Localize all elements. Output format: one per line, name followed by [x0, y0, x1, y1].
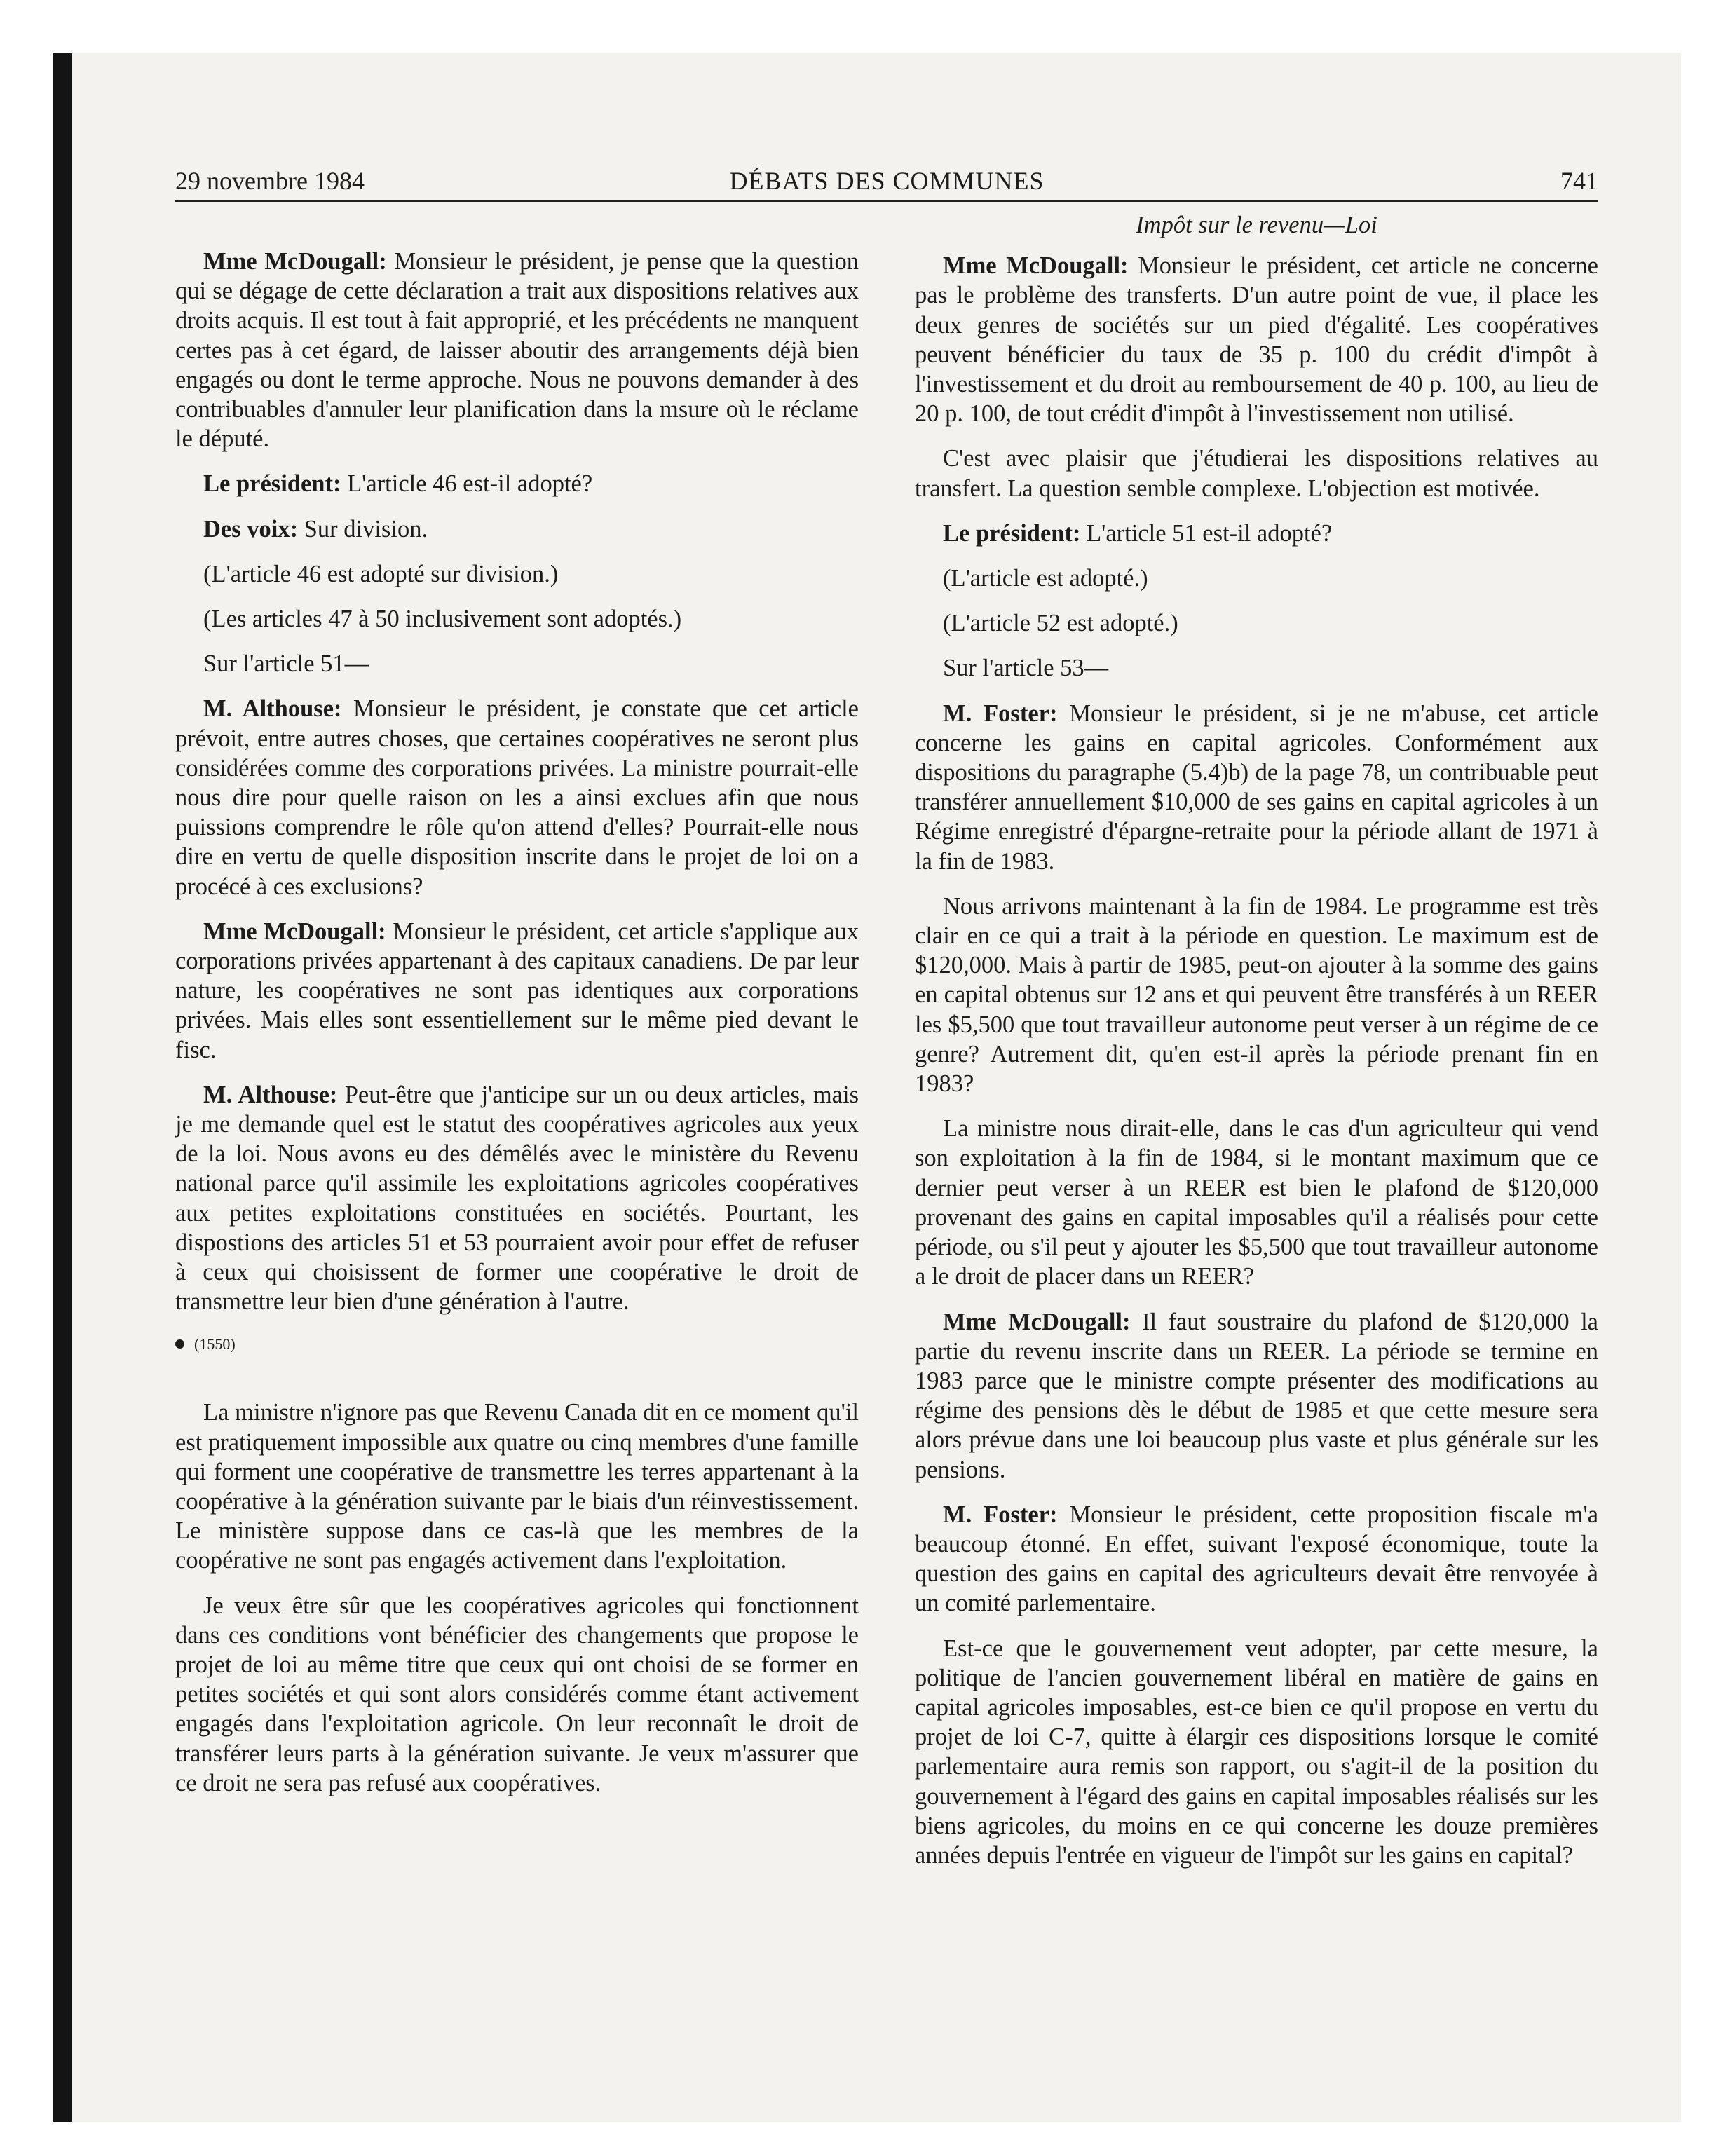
speech-text: Est-ce que le gouvernement veut adopter, par cette mesure, la politique de l'ancien gouvernement libéral en matière de gains en capital agricoles imposables, est-ce bien ce qu'il propose en vertu du projet de loi C-7, quitte à élargir ces dispositions lorsque le comité parlementaire aura remis son rapport, ou s'agit-il de la position du gouvernement à l'égard des gains en capital imposables réalisés sur les biens agricoles, du moins en ce qui concerne les douze premières années depuis l'entrée en vigueur de l'impôt sur les gains en capital? — [915, 1635, 1598, 1869]
speaker-name: M. Foster: — [943, 700, 1058, 727]
speech-text: Monsieur le président, je pense que la question qui se dégage de cette déclaration a trait aux dispositions relatives aux droits acquis. Il est tout à fait approprié, et les précédents ne manquent certes pas à cet égard, de laisser aboutir des arrangements déjà bien engagés ou dont le terme approche. Nous ne pouvons demander à des contribuables d'annuler leur planification dans la msure où le réclame le député. — [175, 248, 859, 453]
paragraph — [915, 444, 1598, 503]
paragraph — [175, 694, 859, 901]
procedure-text: (L'article 46 est adopté sur division.) — [203, 560, 559, 587]
speech-text: Monsieur le président, je constate que cet article prévoit, entre autres choses, que certaines coopératives ne seront plus considérées comme des corporations privées. La ministre pourrait-elle nous dire pour quelle raison on les a ainsi exclues afin que nous puissions comprendre le rôle qu'on attend d'elles? Pourrait-elle nous dire en vertu de quelle disposition inscrite dans le projet de loi on a procécé à ces exclusions? — [175, 695, 859, 900]
paragraph — [915, 1114, 1598, 1291]
speech-text: Sur division. — [298, 515, 428, 543]
speaker-name: M. Althouse: — [203, 1081, 338, 1108]
paragraph — [915, 1500, 1598, 1618]
speaker-name: Des voix: — [203, 515, 299, 543]
speech-text: Nous arrivons maintenant à la fin de 1984. Le programme est très clair en ce qui a trait à la période en question. Le maximum est de $120,000. Mais à partir de 1985, peut-on ajouter à la somme des gains en capital obtenus sur 12 ans et qui peuvent être transférés à un REER les $5,500 que tout travailleur autonome peut verser à un régime de ce genre? Autrement dit, qu'en est-il après la période prenant fin en 1983? — [915, 892, 1598, 1098]
speaker-name: M. Althouse: — [203, 695, 342, 723]
speech-text: Monsieur le président, cette proposition fiscale m'a beaucoup étonné. En effet, suivant l'exposé économique, toute la question des gains en capital des agriculteurs devait être renvoyée à un comité parlementaire. — [915, 1501, 1599, 1617]
procedure-text: (L'article 52 est adopté.) — [943, 610, 1178, 637]
paragraph — [175, 469, 859, 498]
paragraph — [175, 559, 859, 589]
right-column — [915, 210, 1598, 1885]
paragraph — [915, 519, 1598, 548]
header-date: 29 novembre 1984 — [175, 167, 365, 195]
speaker-name: Mme McDougall: — [943, 1308, 1131, 1335]
speech-text: Monsieur le président, si je ne m'abuse, cet article concerne les gains en capital agricoles. Conformément aux dispositions du paragraphe (5.4)b) de la page 78, un contribuable peut transférer annuellement $10,000 de ses gains en capital agricoles à un Régime enregistré d'épargne-retraite pour la période allant de 1971 à la fin de 1983. — [915, 700, 1598, 875]
paragraph — [175, 1591, 859, 1798]
bullet-icon — [175, 1339, 184, 1349]
paragraph — [915, 653, 1598, 683]
paragraph — [915, 1307, 1598, 1485]
speaker-name: Le président: — [943, 519, 1081, 547]
procedure-text: (L'article est adopté.) — [943, 565, 1148, 592]
speaker-name: Le président: — [203, 470, 341, 498]
speech-text: Monsieur le président, cet article s'applique aux corporations privées appartenant à des capitaux canadiens. De par leur nature, les coopératives ne sont pas identiques aux corporations privées. Mais elles sont essentiellement sur le même pied devant le fisc. — [175, 917, 859, 1063]
procedure-text: Sur l'article 53— — [943, 655, 1109, 682]
paragraph — [915, 699, 1598, 876]
paragraph — [175, 247, 859, 453]
header-title: DÉBATS DES COMMUNES — [729, 167, 1045, 195]
paragraph — [175, 514, 859, 544]
paragraph — [915, 892, 1598, 1098]
speaker-name: Mme McDougall: — [203, 248, 387, 275]
time-marker-text: (1550) — [194, 1335, 236, 1353]
speech-text: L'article 51 est-il adopté? — [1080, 519, 1333, 547]
left-column — [175, 210, 859, 1813]
paragraph — [175, 604, 859, 634]
page-header — [175, 160, 1598, 202]
speech-text: Il faut soustraire du plafond de $120,000 la partie du revenu inscrite dans un REER. La période se termine en 1983 parce que le ministre compte présenter des modifications au régime des pensions dès le début de 1985 et que cette mesure sera alors prévue dans une loi beaucoup plus vaste et plus générale sur les pensions. — [915, 1308, 1598, 1483]
procedure-text: (Les articles 47 à 50 inclusivement sont adoptés.) — [203, 606, 682, 633]
speech-text: La ministre n'ignore pas que Revenu Canada dit en ce moment qu'il est pratiquement impossible aux quatre ou cinq membres d'une famille qui forment une coopérative de transmettre les terres appartenant à la coopérative à la génération suivante par le biais d'un réinvestissement. Le ministère suppose dans ce cas-là que les membres de la coopérative ne sont pas engagés activement dans l'exploitation. — [175, 1399, 859, 1574]
paragraph — [175, 1080, 859, 1317]
paragraph — [915, 564, 1598, 593]
paragraph — [915, 1634, 1598, 1871]
paragraph — [175, 649, 859, 678]
paragraph — [175, 917, 859, 1065]
speech-text: Je veux être sûr que les coopératives agricoles qui fonctionnent dans ces conditions vont bénéficier des changements que propose le projet de loi au même titre que ceux qui ont choisi de se former en petites sociétés et qui sont alors considérés comme étant activement engagés dans l'exploitation agricole. On leur reconnaît le droit de transférer leurs parts à la génération suivante. Je veux m'assurer que ce droit ne sera pas refusé aux coopératives. — [175, 1592, 859, 1796]
speech-text: C'est avec plaisir que j'étudierai les dispositions relatives au transfert. La question semble complexe. L'objection est motivée. — [915, 445, 1598, 502]
time-marker — [175, 1332, 859, 1355]
speech-text: Monsieur le président, cet article ne concerne pas le problème des transferts. D'un autre point de vue, il place les deux genres de sociétés sur un pied d'égalité. Les coopératives peuvent bénéficier du taux de 35 p. 100 du crédit d'impôt à l'investissement et du droit au remboursement de 40 p. 100, au lieu de 20 p. 100, de tout crédit d'impôt à l'investissement non utilisé. — [915, 252, 1598, 428]
speech-text: L'article 46 est-il adopté? — [341, 470, 593, 498]
speech-text: La ministre nous dirait-elle, dans le cas d'un agriculteur qui vend son exploitation à la fin de 1984, si le montant maximum que ce dernier peut verser à un REER est bien le plafond de $120,000 provenant des gains en capital imposables qu'il a réalisés pour cette période, ou s'il peut y ajouter les $5,500 que tout travailleur autonome a le droit de placer dans un REER? — [915, 1115, 1598, 1290]
procedure-text: Sur l'article 51— — [203, 650, 369, 678]
header-rule — [175, 200, 1598, 202]
page-number: 741 — [1560, 167, 1598, 195]
paragraph — [915, 251, 1598, 428]
speaker-name: Mme McDougall: — [943, 252, 1129, 280]
paragraph — [175, 1398, 859, 1575]
binding-edge — [53, 53, 72, 2122]
speaker-name: Mme McDougall: — [203, 917, 386, 945]
speech-text: Peut-être que j'anticipe sur un ou deux articles, mais je me demande quel est le statut des coopératives agricoles aux yeux de la loi. Nous avons eu des démêlés avec le ministère du Revenu national parce qu'il assimile les exploitations agricoles coopératives aux petites exploitations constituées en sociétés. Pourtant, les dispostions des articles 51 et 53 pourraient avoir pour effet de refuser à ceux qui choisissent de former une coopérative le droit de transmettre leur bien d'une génération à l'autre. — [175, 1081, 859, 1316]
speaker-name: M. Foster: — [943, 1501, 1058, 1528]
paragraph — [915, 608, 1598, 638]
running-subject: Impôt sur le revenu—Loi — [1136, 212, 1377, 238]
